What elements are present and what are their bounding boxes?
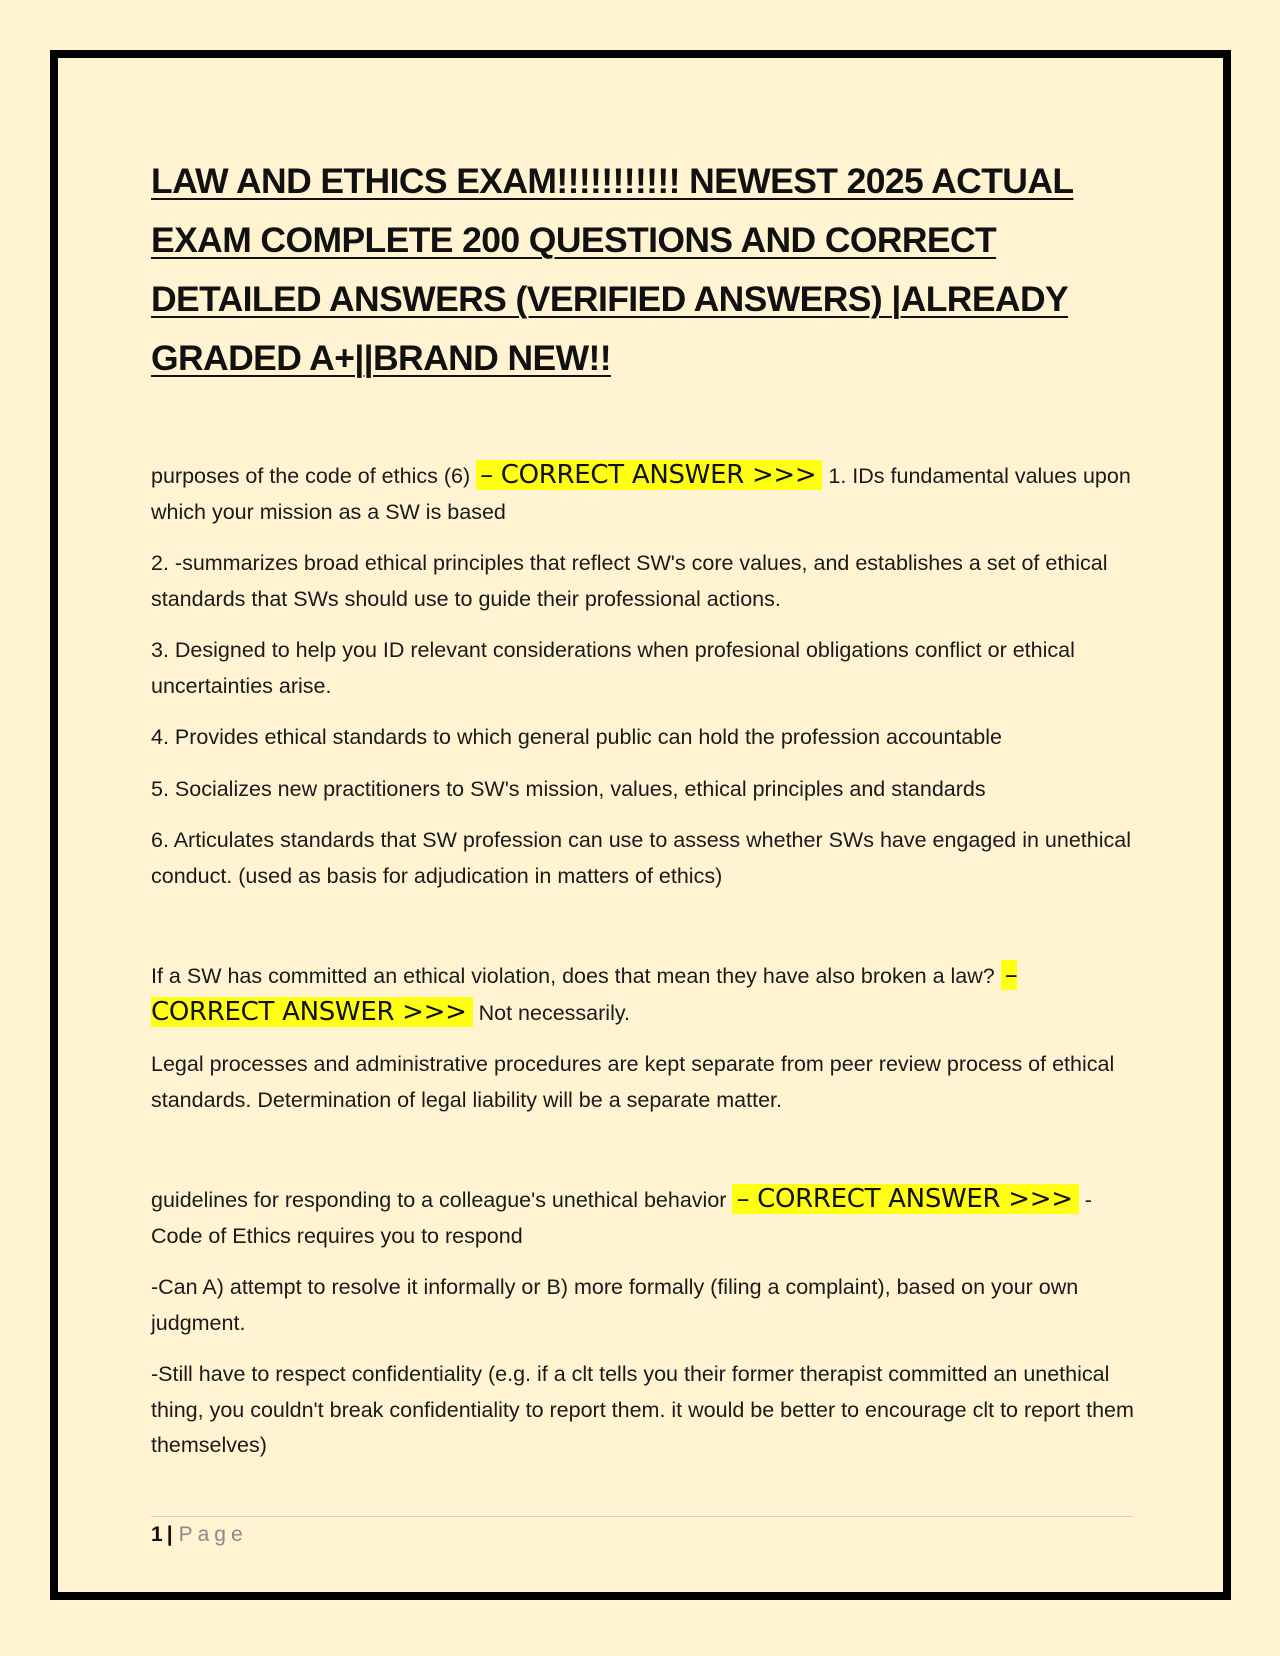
answer-item: -Can A) attempt to resolve it informally or B) more formally (filing a complaint), based on your own judgment. [151,1275,1079,1335]
title-line-3: DETAILED ANSWERS (VERIFIED ANSWERS) |ALREADY [151,279,1069,319]
answer-item: Legal processes and administrative procedures are kept separate from peer review process of ethical standards. Determination of legal liability will be a separate matter. [151,1052,1115,1112]
answer-item: 2. -summarizes broad ethical principles that reflect SW's core values, and establishes a set of ethical standards that SWs should use to guide their professional actions. [151,551,1108,611]
question-text: purposes of the code of ethics (6) [151,464,471,488]
page-label: Page [178,1523,248,1546]
footer-rule [151,1516,1133,1517]
document-title [151,152,1136,388]
page-footer [151,1520,248,1550]
qa-question-line [151,458,1136,530]
correct-answer-marker: – CORRECT ANSWER >>> [476,460,822,490]
page-number: 1 [151,1523,163,1546]
qa-question-line [151,958,1136,1031]
answer-item: 6. Articulates standards that SW profession can use to assess whether SWs have engaged in unethical conduct. (used as basis for adjudication in matters of ethics) [151,828,1131,888]
answer-text: -Code of Ethics requires you to respond [151,1188,1092,1248]
answer-item: 4. Provides ethical standards to which general public can hold the profession accountable [151,725,1002,749]
document-body [151,152,1136,1480]
answer-text: Not necessarily. [478,1000,630,1025]
answer-item: 5. Socializes new practitioners to SW's mission, values, ethical principles and standards [151,776,986,801]
answer-item: -Still have to respect confidentiality (e.g. if a clt tells you their former therapist committed an unethical thing, you couldn't break confidentiality to report them. it would be better to encourage clt to report them themselves) [151,1362,1134,1457]
qa-block-purposes [151,458,1136,894]
question-text: If a SW has committed an ethical violation, does that mean they have also broken a law? [151,964,995,988]
footer-separator: | [166,1523,173,1546]
correct-answer-marker: – CORRECT ANSWER >>> [732,1184,1078,1214]
question-text: guidelines for responding to a colleague's unethical behavior [151,1188,727,1212]
qa-question-line [151,1182,1136,1254]
answer-text: 1. IDs fundamental values upon which your mission as a SW is based [151,464,1131,524]
answer-item: 3. Designed to help you ID relevant considerations when profesional obligations conflict or ethical uncertainties arise. [151,638,1075,698]
title-line-4: GRADED A+||BRAND NEW!! [151,338,611,378]
title-line-2: EXAM COMPLETE 200 QUESTIONS AND CORRECT [151,220,997,260]
correct-answer-marker: – CORRECT ANSWER >>> [151,960,1018,1027]
qa-block-colleague-behavior [151,1182,1136,1464]
qa-block-ethical-violation [151,958,1136,1118]
title-line-1: LAW AND ETHICS EXAM!!!!!!!!!!! NEWEST 2025 ACTUAL [151,161,1074,201]
